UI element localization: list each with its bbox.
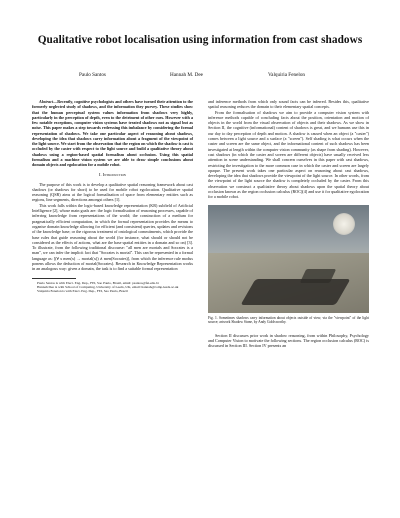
footnote: Paulo Santos is with Elect. Eng. Dep., FEI, Sao Paulo, Brazil, email: psantos@fei.edu.br <box>37 280 159 285</box>
right-column <box>208 99 369 349</box>
footnote: Hannah Dee is with School of Computing, University of Leeds, UK, email: hannah@comp.leeds.ac.uk <box>37 285 179 289</box>
body-paragraph: Section II discusses prior work in shadow reasoning, from within Philosophy, Psychology and Computer Vision to motivate the following sections. The region occlusion calculus (ROC) is discussed in Section III. Section IV presents an <box>208 332 369 349</box>
author-name: Hannah M. Dee <box>170 72 203 78</box>
abstract-text: —Recently, cognitive psychologists and others have turned their attention to the formerly neglected study of shadows, and the information they purvey. These studies show that the human perceptual system values information from shadows very highly, particularly in the perception of depth, even to the detriment of other cues. However with a few notable exceptions, computer vision systems have treated shadows not as signal but as noise. This paper makes a step towards redressing this imbalance by considering the formal representation of shadows. We take one particular aspect of reasoning about shadows, developing the idea that shadows carry information about a fragment of the viewpoint of the light source. We start from the observation that the region on which the shadow is cast is occluded by the caster with respect to the light source and build a qualitative theory about shadows using a region-based spatial formalism about occlusion. Using this spatial formalism and a machine vision system we are able to draw simple conclusions about domain objects and egolocation for a mobile robot. <box>32 99 193 167</box>
figure-caption-label: Fig. 1. <box>208 315 218 320</box>
figure-light-spot <box>333 213 355 235</box>
body-paragraph: The purpose of this work is to develop a qualitative spatial reasoning framework about cast shadows (or shadows for short) to be used for mobile robot egolocation. Qualitative spatial reasoning (QSR) aims at the logical formalisation of space from elementary entities such as regions, line segments, directions amongst others [1]. <box>32 181 193 203</box>
figure-shadow-photo <box>208 205 369 313</box>
body-paragraph: This work falls within the logic-based knowledge representation (KR) subfield of Artificial Intelligence [2], whose main goals are: the logic formalisation of reasoning processes, capable of inferring knowledge from representations of the world; the construction of a medium for pragmatically efficient computation, in which the formal representation provides the means to organise domain knowledge allowing for efficient (and consistent) queries, updates and revisions of the knowledge base; or the rigorous treatment of ontological commitments, which provide the base rules that guide reasoning about the world (for instance, what should or should not be considered as the effects of actions, what are the base spatial entities in a domain and so on) [3]. To illustrate, from the following traditional discourse: "all men are mortals and Socrates is a man", we can infer the implicit fact that "Socrates is mortal". This can be represented in a formal language as: [(∀ x men(x) → mortal(x)) ∧ men(Socrates)], from which the inference rule modus ponens allows the deduction of mortal(Socrates). Research in Knowledge Representation works in an analogous way: given a domain, the task is to find a suitable formal representation <box>32 202 193 272</box>
abstract-label: Abstract <box>39 99 54 104</box>
section-heading: I. Introduction <box>99 172 126 178</box>
figure-caption-text: Sometimes shadows carry information about objects outside of view, via the "viewpoint" of the light source; artwork Shadow Stone, by Andy Goldsworthy. <box>208 315 369 325</box>
abstract <box>32 99 193 167</box>
left-column <box>32 99 193 294</box>
paper-title: Qualitative robot localisation using information from cast shadows <box>37 34 363 46</box>
author-list <box>0 72 400 82</box>
body-paragraph: From the formalisation of shadows we aim to provide a computer vision system with inference methods capable of concluding facts about the position, orientation and motion of objects in the world from the visual observation of objects and their shadows. As we show in Section II, the cognitive (informational) content of shadows is great, and we humans use this in our day to day perception of depth and motion. A shadow is caused when an object (a "caster") comes between a light source and a surface (a "screen"). Self shading is what occurs when the caster and screen are the same object, and the informational content of such shadows has been investigated at length within the computer vision community (as shape from shading). However, cast shadows (in which the caster and screen are different objects) have usually received less attention in scene understanding. We shall concern ourselves in this paper with cast shadows, restricting the investigation to the more common case in which the caster and screen are largely opaque. The present work takes one particular aspect on reasoning about cast shadows, developing the idea that shadows provide the viewpoint of the light source. In other words, from the viewpoint of the light source the shadow is completely occluded by the caster. From this observation we construct a qualitative theory about shadows upon the spatial theory about occlusion known as the region occlusion calculus (ROC)[4] and use it for qualitative egolocation for a mobile robot. <box>208 109 369 200</box>
footnote: Valquiria Fenelon is with Elect. Eng. Dep., FEI, Sao Paulo, Brazil <box>37 289 128 294</box>
author-name: Valquiria Fenelon <box>268 72 306 78</box>
author-name: Paulo Santos <box>79 72 106 78</box>
footnote-divider <box>32 278 76 279</box>
body-paragraph: and inference methods from which only sound facts can be inferred. Besides this, qualitative spatial reasoning reduces the domain to their elementary spatial concepts. <box>208 99 369 110</box>
figure-cast-shadow <box>240 279 350 305</box>
figure-caption <box>208 316 369 325</box>
